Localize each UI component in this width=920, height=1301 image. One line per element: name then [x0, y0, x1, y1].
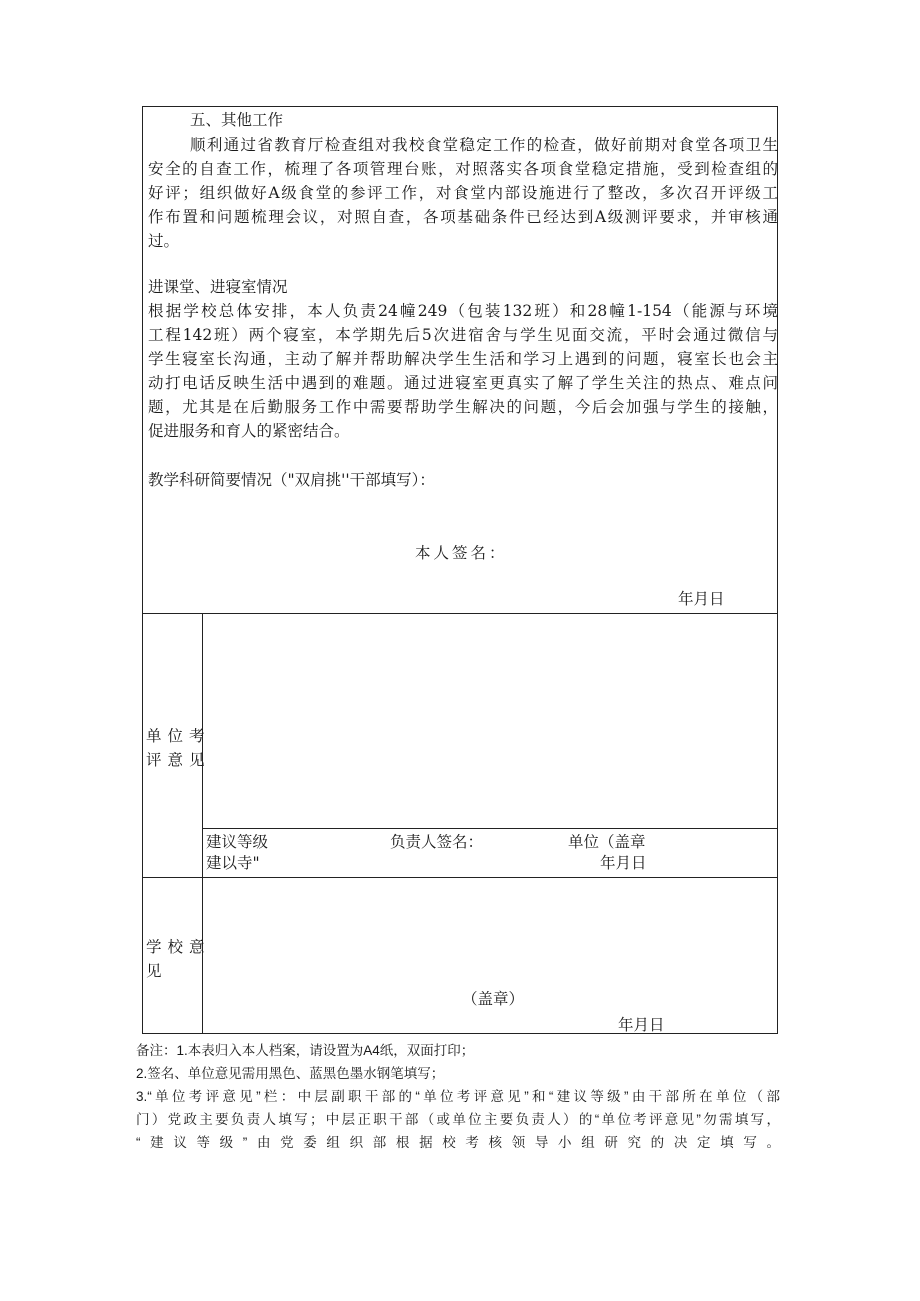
text-line: 根据学校总体安排，本人负责24幢249（包装132班）和28幢1-154（能源与环境 — [148, 302, 778, 320]
unit-stamp-label: 单位（盖章 — [568, 833, 646, 851]
note-line-2: 2.签名、单位意见需用黑色、蓝黑色墨水钢笔填写； — [136, 1066, 445, 1081]
table-border-left — [142, 106, 143, 1034]
section-heading-other-work: 五、其他工作 — [190, 111, 284, 129]
text-line: 好评；组织做好A级食堂的参评工作，对食堂内部设施进行了整改，多次召开评级工 — [148, 184, 778, 202]
section-other-work-body — [148, 133, 778, 253]
notes-block — [136, 1039, 780, 1154]
school-review-label — [146, 935, 211, 983]
school-review-label-line2: 见 — [146, 962, 168, 980]
school-stamp-label: （盖章） — [462, 990, 525, 1008]
unit-review-label-line2: 评意见 — [146, 751, 211, 769]
text-line: 学生寝室长沟通，主动了解并帮助解决学生生活和学习上遇到的问题，寝室长也会主 — [148, 350, 778, 368]
unit-review-date: 年月日 — [600, 854, 647, 872]
unit-review-content-area[interactable] — [204, 615, 776, 827]
unit-sign-divider — [202, 828, 778, 829]
note-line-5: “建议等级”由党委组织部根据校考核领导小组研究的决定填写。 — [136, 1135, 780, 1150]
text-line: 促进服务和育人的紧密结合。 — [148, 422, 350, 440]
suggested-grade-value: 建以寺" — [206, 854, 260, 872]
text-line: 顺利通过省教育厅检查组对我校食堂稳定工作的检查，做好前期对食堂各项卫生 — [190, 136, 778, 154]
row-divider-unit — [142, 613, 778, 614]
text-line: 作布置和问题梳理会议，对照自查，各项基础条件已经达到A级测评要求，并审核通 — [148, 208, 778, 226]
unit-review-label-line1: 单位考 — [146, 727, 211, 745]
section-classroom-body — [148, 299, 778, 443]
row-divider-school — [142, 877, 778, 878]
table-border-top — [142, 106, 778, 107]
leader-signature-label: 负责人签名： — [390, 833, 484, 851]
school-review-label-line1: 学校意 — [146, 938, 211, 956]
self-signature-label: 本人签名： — [415, 544, 508, 562]
unit-review-label — [146, 724, 211, 772]
text-line: 过。 — [148, 232, 180, 250]
suggested-grade-label: 建议等级 — [206, 833, 269, 851]
table-border-bottom — [142, 1033, 778, 1034]
section-heading-research: 教学科研简要情况（"双肩挑''干部填写）： — [148, 471, 435, 489]
text-line: 动打电话反映生活中遇到的难题。通过进寝室更真实了解了学生关注的热点、难点问 — [148, 374, 778, 392]
note-line-4: 门）党政主要负责人填写；中层正职干部（或单位主要负责人）的“单位考评意见”勿需填写， — [136, 1112, 780, 1127]
note-line-1: 备注：1.本表归入本人档案，请设置为A4纸，双面打印； — [136, 1043, 475, 1058]
school-review-date: 年月日 — [618, 1016, 665, 1034]
text-line: 工程142班）两个寝室，本学期先后5次进宿舍与学生见面交流，平时会通过微信与 — [148, 326, 778, 344]
section-heading-classroom: 进课堂、进寝室情况 — [148, 278, 288, 296]
text-line: 安全的自查工作，梳理了各项管理台账，对照落实各项食堂稳定措施，受到检查组的 — [148, 160, 778, 178]
self-signature-date: 年月日 — [678, 590, 725, 608]
text-line: 题，尤其是在后勤服务工作中需要帮助学生解决的问题，今后会加强与学生的接触， — [148, 398, 778, 416]
note-line-3: 3.“单位考评意见”栏：中层副职干部的“单位考评意见”和“建议等级”由干部所在单位（部 — [136, 1089, 780, 1104]
